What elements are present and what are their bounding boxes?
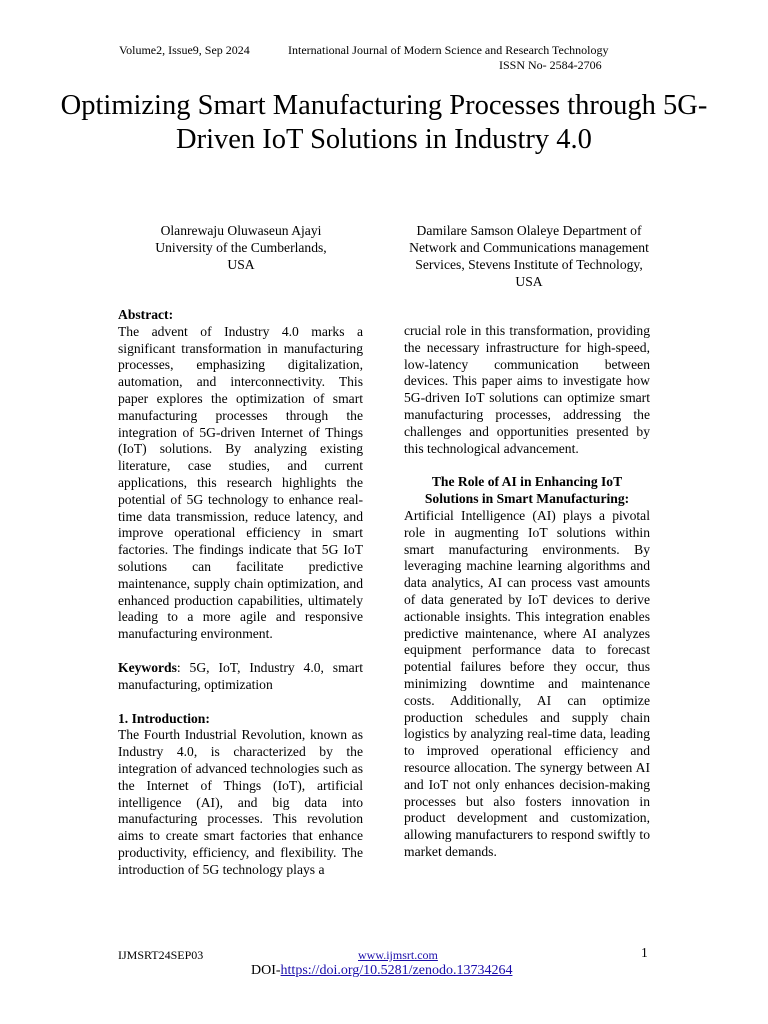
abstract-body: The advent of Industry 4.0 marks a significant transformation in manufacturing processes, emphasizing digitalization, automation, and interconnectivity. This paper explores the optimization of smart manufacturing processes through the integration of 5G-driven Internet of Things (IoT) solutions. By analyzing existing literature, case studies, and current applications, this research highlights the potential of 5G technology to enhance real-time data transmission, reduce latency, and improve operational efficiency in smart factories. The findings indicate that 5G IoT solutions can facilitate predictive maintenance, supply chain optimization, and enhanced production capabilities, ultimately leading to a more agile and responsive manufacturing environment. [118,323,363,642]
volume-issue: Volume2, Issue9, Sep 2024 [119,43,250,57]
issn: ISSN No- 2584-2706 [499,58,602,72]
keywords-label: Keywords [118,659,177,675]
journal-name: International Journal of Modern Science and Research Technology [288,43,609,57]
doi-line [251,963,512,979]
doi-prefix: DOI- [251,963,281,978]
abstract-heading: Abstract: [118,307,174,322]
paper-id: IJMSRT24SEP03 [118,948,204,962]
right-column [404,323,650,861]
keywords [118,660,363,694]
intro-continued: crucial role in this transformation, providing the necessary infrastructure for high-speed, low-latency communication between devices. This paper aims to investigate how 5G-driven IoT solutions can optimize smart manufacturing processes, addressing the challenges and opportunities presented by this technological advancement. [404,323,650,456]
page-number: 1 [641,945,648,960]
author-1: Olanrewaju Oluwaseun Ajayi University of the Cumberlands, USA [155,223,327,272]
ai-section-body: Artificial Intelligence (AI) plays a pivotal role in augmenting IoT solutions within smart manufacturing environments. By leveraging machine learning algorithms and data analytics, AI can process vast amounts of data generated by IoT devices to derive actionable insights. This integration enables predictive maintenance, where AI analyzes equipment performance data to forecast potential failures before they occur, thus minimizing downtime and maintenance costs. Additionally, AI can optimize production schedules and supply chain logistics by analyzing real-time data, leading to improved operational efficiency and resource allocation. The synergy between AI and IoT not only enhances decision-making processes but also fosters innovation in product development and customization, allowing manufacturers to respond swiftly to market demands. [404,507,650,859]
intro-heading: 1. Introduction: [118,710,210,726]
paper-title: Optimizing Smart Manufacturing Processes through 5G-Driven IoT Solutions in Industry 4.0 [60,90,708,155]
left-column [118,307,363,879]
doi-link[interactable]: https://doi.org/10.5281/zenodo.13734264 [280,963,513,978]
ai-section-heading: The Role of AI in Enhancing IoT Solutions in Smart Manufacturing: [424,474,630,507]
author-2: Damilare Samson Olaleye Department of Network and Communications management Services, Stevens Institute of Technology, USA [409,223,649,289]
keywords-text: : 5G, IoT, Industry 4.0, smart manufacturing, optimization [118,659,363,692]
intro-body: The Fourth Industrial Revolution, known as Industry 4.0, is characterized by the integration of advanced technologies such as the Internet of Things (IoT), artificial intelligence (AI), and big data into manufacturing processes. This revolution aims to create smart factories that enhance productivity, efficiency, and flexibility. The introduction of 5G technology plays a [118,727,363,877]
journal-website-link[interactable]: www.ijmsrt.com [358,948,438,962]
